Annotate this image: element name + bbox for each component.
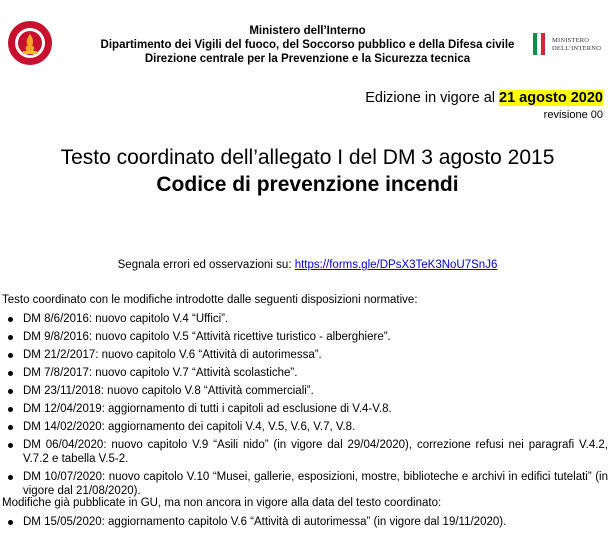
list-item: DM 7/8/2017: nuovo capitolo V.7 “Attività scolastiche”. bbox=[2, 366, 608, 380]
report-errors-line bbox=[0, 259, 615, 271]
list-item: DM 12/04/2019: aggiornamento di tutti i capitoli ad esclusione di V.4-V.8. bbox=[2, 402, 608, 416]
list-item: DM 14/02/2020: aggiornamento dei capitoli V.4, V.5, V.6, V.7, V.8. bbox=[2, 420, 608, 434]
revision-label: revisione 00 bbox=[543, 109, 603, 121]
modifications-list bbox=[2, 312, 608, 502]
document-subtitle: Codice di prevenzione incendi bbox=[156, 173, 459, 196]
edition-prefix: Edizione in vigore al bbox=[365, 90, 495, 106]
list-item: DM 9/8/2016: nuovo capitolo V.5 “Attività ricettive turistico - alberghiere”. bbox=[2, 330, 608, 344]
italian-flag-icon bbox=[533, 33, 545, 55]
edition-line bbox=[365, 90, 603, 106]
pending-modifications-list bbox=[2, 515, 608, 529]
pending-modifications-intro: Modifiche già pubblicate in GU, ma non ancora in vigore alla data del testo coordinato: bbox=[2, 497, 442, 509]
header-text-block bbox=[0, 24, 615, 66]
ministry-logo-text: MINISTERO DELL’INTERNO bbox=[552, 37, 602, 52]
department-name: Dipartimento dei Vigili del fuoco, del Soccorso pubblico e della Difesa civile bbox=[100, 39, 515, 51]
ministry-name: Ministero dell’Interno bbox=[249, 25, 366, 37]
report-form-link[interactable]: https://forms.gle/DPsX3TeK3NoU7SnJ6 bbox=[294, 259, 498, 271]
document-header bbox=[0, 0, 615, 75]
report-text: Segnala errori ed osservazioni su: bbox=[117, 259, 292, 271]
modifications-intro: Testo coordinato con le modifiche introdotte dalle seguenti disposizioni normative: bbox=[2, 294, 418, 306]
list-item: DM 23/11/2018: nuovo capitolo V.8 “Attività commerciali”. bbox=[2, 384, 608, 398]
edition-date: 21 agosto 2020 bbox=[499, 90, 603, 106]
list-item: DM 06/04/2020: nuovo capitolo V.9 “Asili nido” (in vigore dal 29/04/2020), correzione refusi nei paragrafi V.4.2, V.7.2 e tabella V.5-2. bbox=[2, 438, 608, 466]
directorate-name: Direzione centrale per la Prevenzione e la Sicurezza tecnica bbox=[144, 53, 471, 65]
list-item: DM 21/2/2017: nuovo capitolo V.6 “Attività di autorimessa”. bbox=[2, 348, 608, 362]
ministry-logo bbox=[533, 33, 613, 59]
list-item: DM 8/6/2016: nuovo capitolo V.4 “Uffici”. bbox=[2, 312, 608, 326]
list-item: DM 10/07/2020: nuovo capitolo V.10 “Musei, gallerie, esposizioni, mostre, biblioteche e archivi in edifici tutelati” (in vigore dal 21/08/2020). bbox=[2, 470, 608, 498]
document-title: Testo coordinato dell’allegato I del DM 3 agosto 2015 bbox=[60, 146, 555, 169]
list-item: DM 15/05/2020: aggiornamento capitolo V.6 “Attività di autorimessa” (in vigore dal 19/11/2020). bbox=[2, 515, 608, 529]
